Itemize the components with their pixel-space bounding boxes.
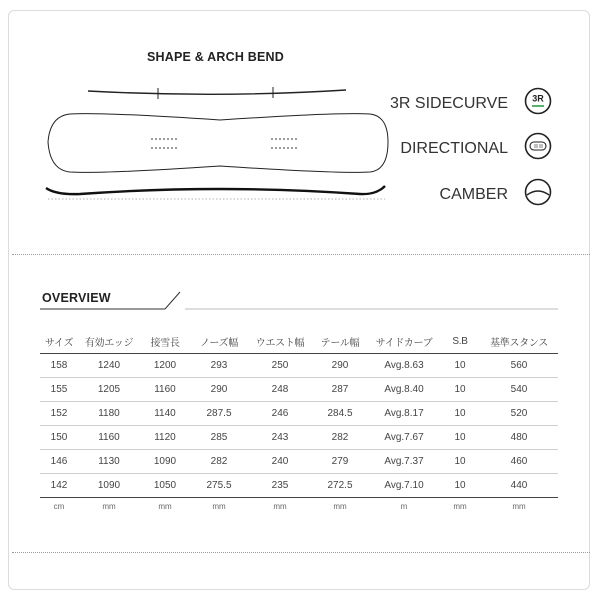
board-shape-illustration [40,82,400,207]
section-divider-bottom [12,552,590,553]
cell-contact-length: 1120 [140,426,190,450]
units-row [40,498,558,515]
cell-size: 152 [40,402,78,426]
cell-setback: 10 [440,474,480,498]
binding-inserts-front [151,138,177,149]
cell-nose-width: 282 [190,450,248,474]
cell-waist-width: 235 [248,474,312,498]
cell-setback: 10 [440,426,480,450]
cell-sidecurve: Avg.8.17 [368,402,440,426]
cell-nose-width: 285 [190,426,248,450]
unit-contact-length: mm [158,501,172,511]
unit-effective-edge: mm [102,501,116,511]
cell-size: 142 [40,474,78,498]
header-effective-edge: 有効エッジ [78,329,140,354]
cell-contact-length: 1050 [140,474,190,498]
directional-icon [523,131,553,161]
cell-effective-edge: 1205 [78,378,140,402]
cell-sidecurve: Avg.7.37 [368,450,440,474]
section-divider-top [12,254,590,255]
unit-sidecurve: m [400,501,408,511]
header-nose-width: ノーズ幅 [190,329,248,354]
feature-label-sidecurve: 3R SIDECURVE [390,95,508,112]
binding-inserts-rear [271,138,297,149]
cell-contact-length: 1200 [140,354,190,378]
cell-size: 146 [40,450,78,474]
cell-tail-width: 284.5 [312,402,368,426]
cell-size: 158 [40,354,78,378]
cell-waist-width: 248 [248,378,312,402]
cell-effective-edge: 1130 [78,450,140,474]
table-row [40,354,558,378]
3r-sidecurve-icon [523,86,553,116]
unit-reference-stance: mm [512,501,526,511]
cell-nose-width: 290 [190,378,248,402]
header-tail-width: テール幅 [312,329,368,354]
cell-contact-length: 1090 [140,450,190,474]
cell-reference-stance: 440 [480,474,558,498]
cell-sidecurve: Avg.8.63 [368,354,440,378]
cell-contact-length: 1160 [140,378,190,402]
spec-table [40,329,558,514]
cell-tail-width: 290 [312,354,368,378]
unit-nose-width: mm [212,501,226,511]
cell-waist-width: 240 [248,450,312,474]
header-size: サイズ [40,329,78,354]
cell-setback: 10 [440,450,480,474]
cell-reference-stance: 520 [480,402,558,426]
3r-icon-text: 3R [532,93,544,104]
spec-table-header-row [40,329,558,354]
cell-tail-width: 272.5 [312,474,368,498]
cell-contact-length: 1140 [140,402,190,426]
table-row [40,474,558,498]
header-contact-length: 接雪長 [140,329,190,354]
overview-heading-rule [40,289,560,313]
cell-tail-width: 279 [312,450,368,474]
cell-sidecurve: Avg.7.10 [368,474,440,498]
cell-setback: 10 [440,402,480,426]
cell-waist-width: 250 [248,354,312,378]
cell-size: 150 [40,426,78,450]
board-outline [48,114,388,173]
camber-icon [523,177,553,207]
unit-size: cm [53,501,65,511]
cell-nose-width: 287.5 [190,402,248,426]
header-reference-stance: 基準スタンス [480,329,558,354]
unit-tail-width: mm [333,501,347,511]
table-row [40,426,558,450]
cell-reference-stance: 560 [480,354,558,378]
cell-setback: 10 [440,354,480,378]
cell-tail-width: 287 [312,378,368,402]
cell-effective-edge: 1160 [78,426,140,450]
cell-nose-width: 275.5 [190,474,248,498]
cell-sidecurve: Avg.7.67 [368,426,440,450]
cell-effective-edge: 1180 [78,402,140,426]
cell-waist-width: 243 [248,426,312,450]
unit-waist-width: mm [273,501,287,511]
cell-waist-width: 246 [248,402,312,426]
feature-label-camber: CAMBER [439,186,508,203]
arch-bend-top-view [88,87,346,99]
shape-section-title: SHAPE & ARCH BEND [147,50,284,64]
feature-label-directional: DIRECTIONAL [400,140,508,157]
cell-reference-stance: 540 [480,378,558,402]
cell-tail-width: 282 [312,426,368,450]
overview-title: OVERVIEW [42,291,111,305]
cell-size: 155 [40,378,78,402]
header-waist-width: ウエスト幅 [248,329,312,354]
table-row [40,402,558,426]
header-sidecurve: サイドカーブ [368,329,440,354]
cell-nose-width: 293 [190,354,248,378]
cell-reference-stance: 460 [480,450,558,474]
cell-effective-edge: 1090 [78,474,140,498]
unit-setback: mm [453,501,467,511]
header-setback: S.B [440,329,480,354]
cell-setback: 10 [440,378,480,402]
cell-effective-edge: 1240 [78,354,140,378]
table-row [40,450,558,474]
cell-sidecurve: Avg.8.40 [368,378,440,402]
camber-profile [46,186,385,199]
table-row [40,378,558,402]
cell-reference-stance: 480 [480,426,558,450]
